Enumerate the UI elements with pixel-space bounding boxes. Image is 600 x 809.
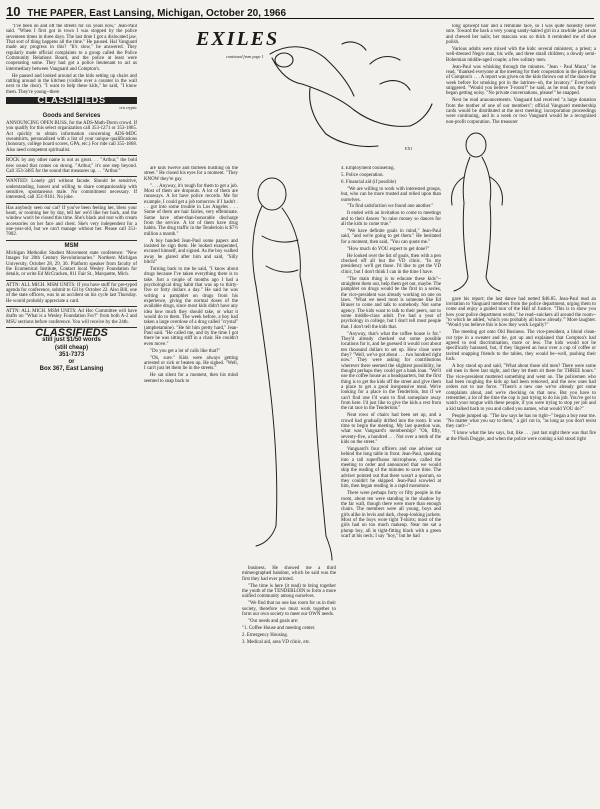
goal-item: "1. Coffee House and meeting center. bbox=[242, 625, 316, 631]
column-2 bbox=[144, 166, 238, 808]
classifieds-or: or bbox=[68, 359, 75, 366]
story-paragraph: business. He showed me a third mimeographed handout, which he said was the first they had ever printed. bbox=[242, 566, 336, 582]
divider bbox=[6, 306, 137, 307]
goods-services-header: Goods and Services bbox=[42, 112, 101, 119]
divider bbox=[6, 176, 137, 177]
story-paragraph: "We find that no one has room for us in their society, therefore we must work together to form our own society to meet our OWN needs. bbox=[242, 601, 336, 617]
classified-ad: ANNOUNCING OPEN BUSS, for the ADS-Math-Dorm crowd. If you qualify for this select organization call 353-1271 or 353-1865. Act quickly to obtain information concerning ADS-MDC sweatshirts, personalized with a list of your unique qualifications (honorary, college board scores, GPA, etc.) For ride call 355-1868. Also need competent spiritualist. bbox=[6, 121, 137, 153]
classifieds-price: still just $1/50 words bbox=[42, 337, 101, 344]
story-paragraph: "I know what the law says, but, like . . . just last night there was that fire at the Plush Doggie, and when the police were coming a kid stood right bbox=[446, 431, 596, 442]
column-3 bbox=[242, 166, 336, 808]
classifieds-header: CLASSIFIEDS bbox=[6, 97, 137, 104]
classifieds-credit: ora cryptic bbox=[119, 105, 137, 111]
masthead-text: THE PAPER, East Lansing, Michigan, October 20, 1966 bbox=[27, 8, 287, 19]
seated-figure-illustration bbox=[242, 166, 336, 566]
masthead bbox=[6, 4, 594, 19]
divider bbox=[6, 240, 137, 241]
continued-note: continued from page 1 bbox=[226, 54, 264, 59]
story-paragraph: "The main thing is to educate these kids"--straighten them out, help them get out, maybe. The pamphlet on drugs would be the first in a series, the vice-president was already working on one on laws. "What we need most is someone like Ed Brauer to come and talk to somebody. Not some agency. The kids want to talk to their peers, not to some middle-class adult. I've had a year of psychology in college, but I don't tell most people that. I don't tell the kids that. bbox=[341, 276, 441, 330]
story-paragraph: "Anyway, that's what the coffee house is for." They'd already checked out some possible locations for it, and he guessed it would cost about ten thousand dollars to set up. How close were they? "Well, we've got about . . . two hundred right now." They were asking for contributions wherever there seemed the slightest possibility, he thought perhaps they could get a bank loan. "We'll use the coffee house as a headquarters, but the first thing is to get the kids off the street and give them a place to get a good inexpensive meal. We're looking for a place in the Tenderloin, but if we can't find one I'd want to find someplace away from here. I'd just like to give the kids a rest from the rat race in the Tenderloin." bbox=[341, 331, 441, 412]
story-paragraph: It ended with an invitation to come to meetings and to their dances "to raise money so dances for all the kids to come true." bbox=[341, 211, 441, 228]
illustration-row bbox=[446, 127, 596, 297]
goal-item: 5. Police cooperation. bbox=[341, 172, 384, 178]
story-paragraph: Various adults were mixed with the kids: several ministers; a priest; a well-dressed Negro man, his wife, and three small children; a dowdy semi-Bohemian middle-aged couple; a few solitary men. bbox=[446, 46, 596, 63]
goal-item: 2. Emergency Housing. bbox=[242, 632, 289, 638]
divider bbox=[6, 280, 137, 281]
classifieds-footer-header: CLASSIFIEDS bbox=[35, 327, 108, 340]
classified-ad: WANTED: Lonely girl without facade. Should be sensitive, understanding, honest and willing to share companionship with sensitive, spontaneous male. No commitment necessary. If interested, call 351-9161. No joke. bbox=[6, 179, 137, 201]
attn-ad: ATTN: ALL MICH. MSM UNITS: If you have stuff for pre-typed agenda for conference, submit to Gil by October 22. Also Bill, one of the state officers, was in an accident on his cycle last Thursday. He would probably appreciate a card. bbox=[6, 282, 137, 304]
classifieds-note: (still cheap) bbox=[54, 344, 89, 351]
story-paragraph: ". . . Anyway, it's tough for them to get a job. Most of them are dropouts. A lot of them are runaways. A lot have police records. Me for example, I could get a job tomorrow if I hadn't . . . got into some trouble in Los Angeles . . . Some of them are hair fairies, very effeminate. Some have other-than-honorable discharge from the service. A lot of them have drug habits. The drug traffic in the Tenderloin is $7½ million a month." bbox=[144, 183, 238, 237]
classifieds-address: Box 367, East Lansing bbox=[39, 366, 104, 373]
story-paragraph: Next he read announcements. Vanguard had received "a large donation from the mother of one of our members"; official Vanguard membership cards would be distributed at the next meeting; incorporation proceedings were continuing, and in a week or two Vanguard would be a recognized non-profit corporation. The treasurer bbox=[446, 98, 596, 125]
classifieds-phone: 351-7373 bbox=[58, 351, 85, 358]
story-paragraph: "To find satisfaction we found one another." bbox=[347, 204, 434, 210]
story-paragraph: He looked over the list of goals, then with a pen checked off all but the VD clinic. "In my presidency we'll get those. I'd like to get the VD clinic, but I don't think I can in the time I have. bbox=[341, 253, 441, 275]
goal-item: 4. Employment counseling. bbox=[341, 166, 395, 171]
standing-figure-illustration bbox=[446, 127, 508, 297]
story-paragraph: "How much do YOU expect to get done?" bbox=[347, 246, 430, 252]
story-paragraph: He paused and looked around at the kids setting up chairs and rattling around in the kitchen (visible over a counter in the wall next to the door). "I want to help these kids," he said, "I know them. They're young--there bbox=[6, 73, 137, 95]
story-paragraph: long upswept hair and a feminine face, so I was quite honestly never sure. Toward the back a very young sandy-haired girl in a rawhide jacket sat and chewed her nails; her mascara was so thick it reminded me of shoe polish. bbox=[446, 24, 596, 46]
story-paragraph: There were perhaps forty or fifty people in the room, about ten were standing in the shadow by the far wall, though there were more than enough chairs. The members were all young, boys and girls alike in levis and dark, cheap-looking jackets. Most of the boys wore tight T-shirts; most of the girls had on too much makeup. Near me sat a plump boy, all in tight-fitting black with a green scarf at his neck; I say "boy," but he had bbox=[341, 491, 441, 540]
story-paragraph: Turning back to me he said, "I know about drugs because I've taken everything there is to take. Just a couple of months ago I had a psychological drug habit that was up to thirty-five or forty dollars a day." He said he was writing a pamphlet on drugs from his experience, giving the normal doses of the available drugs, since most kids didn't have any idea how much they should take, or what it would do to them. The week before, a boy had taken a large overdose of a drug called "crystal" (amphetamine). "He hit him pretty hard," Jean-Paul said. "He called me, and by the time I got there he was sitting stiff in a chair. He couldn't even move." bbox=[144, 266, 238, 347]
story-paragraph: He sat silent for a moment, then his mind seemed to snap back to bbox=[144, 373, 238, 384]
story-paragraph: "Do you get a lot of calls like that?" bbox=[150, 348, 221, 354]
page-number: 10 bbox=[6, 4, 21, 19]
goal-item: 6. Financial aid (if possible) bbox=[341, 179, 397, 185]
story-paragraph: "We are willing to work with interested groups, but, who can be more trusted and relied upon than ourselves. bbox=[341, 186, 441, 203]
art-label: EX1 bbox=[405, 146, 413, 151]
story-paragraph: "The time is here (it read) to bring together the youth of the TENDERLOIN to form a more unified community among ourselves. bbox=[242, 583, 336, 600]
exiles-title: EXILES bbox=[196, 28, 280, 50]
classified-ad: Has anybody seen our cat? If you've been feeling her, bless your heart, or rooming her by day, tell her we'd like her back, and the window won't be closed this time. She's black and rust with cream accessories on her face and chest. She's very independent for a one-year-old, but we can't manage without her. Please call 351-7002. bbox=[6, 205, 137, 238]
msm-header: MSM bbox=[64, 242, 79, 249]
msm-ad: Michigan Methodist Student Movement state conference: "New Images for 20th Century Revolutionaries." Northern Michigan University, October 28, 29, 30. Platform speaker from faculty of the Ecumenical Institute, Contact local Wesley Foundation for details, or write Ed McCracken, 811 Fair St., Marquette, Mich. bbox=[6, 250, 137, 278]
story-paragraph: "We have definite goals in mind," Jean-Paul said, "and we're going to get them." He hesitated for a moment, then said, "You can quote me." bbox=[341, 229, 441, 245]
column-1 bbox=[6, 24, 137, 804]
goal-item: 3. Medical aid, area VD clinic, etc. bbox=[242, 639, 311, 645]
story-paragraph: "Oh, sure." Kids were always getting arrested or sick or beaten up. He sighed. "Well, I can't just let them lie in the streets." bbox=[144, 355, 238, 372]
story-paragraph: A boy stood up and said, "What about those old men? There were some old men in there last night, and they let them sit there for THREE hours." The vice-president muttered something and went on. The policemen who had been roughing the kids up had been removed, and the new ones had orders not to use force. "There's a new one we've already got some complaints about, and we're checking on that now. But you have to remember, a lot of the time the cop is just trying to do his job. You've got to watch your tongue with these people, if you were trying to stop yer job and a kid talked back to you and called you names, what would YOU do?" bbox=[446, 363, 596, 412]
story-paragraph: The meeting got onto Old Business. The vice-president, a blond clean-cut type in a sweater and tie, got up and explained that Compton's had agreed to end discrimination, more or less. The kids would not be specifically harassed, but, if they lingered an hour over a cup of coffee or tavited snapping friends to the tables, they would be--well, pushing their luck. bbox=[446, 330, 596, 362]
divider bbox=[6, 155, 137, 156]
story-paragraph: are kids twelve and thirteen hustling on the street." He closed his eyes for a moment. "They KNOW they're gay. bbox=[144, 166, 238, 182]
story-paragraph: People jumped up. "The law says he has no right--" began a boy near me. "No matter what you say to them," a girl cut in, "as long as you don't resist they can't--" bbox=[446, 413, 596, 430]
story-paragraph: gave his report; the last dance had netted $46.85. Jean-Paul read an invitation to Vanguard members from the police department, urging them to come and enjoy a guided tour of the Hall of Justice. "This is to show you how your police department works," he read--snickers all around the room--"to which he added, 'which you probably all know already.'" More laughter. "Would you believe this is how they work Legally?" bbox=[446, 296, 596, 329]
column-4 bbox=[341, 166, 441, 808]
figure-illustration bbox=[250, 24, 440, 164]
story-paragraph: Jean-Paul was whisking through the minutes. "Jean - Paul Marat," he read, "thanked everyone at the meeting for their cooperation in the picketing of Compton's . . . A report was given on the kids thrown out of the dance the week before for smoking pot in the latrines--uh, the lavatory." Everybody sniggered. "Would you believe T-room?" he said, as he read on, the room began getting noisy. "No private conversations, please!" he snapped. bbox=[446, 64, 596, 97]
illustration-space bbox=[508, 127, 596, 297]
story-paragraph: "I've been on and off the streets for six years now," Jean-Paul said. "When I first got in town I was stopped by the police seventeen times in three days. The last time I got a dislocated jaw. That sort of thing happens all the time." He paused. Hal Vanguard made any progress in this? "It's slow," he answered. They regularly made official complaints to a group called the Police Community Relations Board, and the police at least were cooperating some. They had got a police lieutenant to act as intermediary between Vanguard and Compton's. bbox=[6, 24, 137, 72]
column-5 bbox=[446, 24, 596, 804]
story-paragraph: Vanguard's four officers and one adviser sat behind the long table in front. Jean-Paul, speaking into a tall superfluous microphone, called the meeting to order and announced that we would skip the reading of the minutes to save time. The adviser pointed out that there wasn't a quorum, so they couldn't be skipped. Jean-Paul scowled at him, then began reading in a rapid monotone. bbox=[341, 446, 441, 490]
story-paragraph: A boy handed Jean-Paul some papers and insisted he sign them. He looked exasperated, excused himself, and signed. As the boy walked away he glared after him and said, "Silly bitch!" bbox=[144, 238, 238, 266]
story-paragraph: "Our needs and goals are: bbox=[248, 618, 299, 624]
divider bbox=[6, 203, 137, 204]
attn-ad: ATTN: ALL MICH. MSM UNITS: Ad Hoc Committee will have drafts on "What is a Wesley Foundation For?" from both A-2 and MSU sections before conference. You will receive by the 24th. bbox=[6, 309, 137, 325]
classified-ad: ROCK by any other name is not as great. . . "Arthur," the bold new sound that comes on strong. "Arthur," it's one step beyond. Call 353-3485 for the sound that measures up. . . "Arthur." bbox=[6, 158, 137, 174]
story-paragraph: Neat rows of chairs had been set up, and a crowd had gradually drifted into the room. It was time to begin the meeting. My last question was, what was Vanguard's membership? "Oh, fifty, seventy-five, a hundred . . . Not over a tenth of the kids on the street." bbox=[341, 413, 441, 446]
